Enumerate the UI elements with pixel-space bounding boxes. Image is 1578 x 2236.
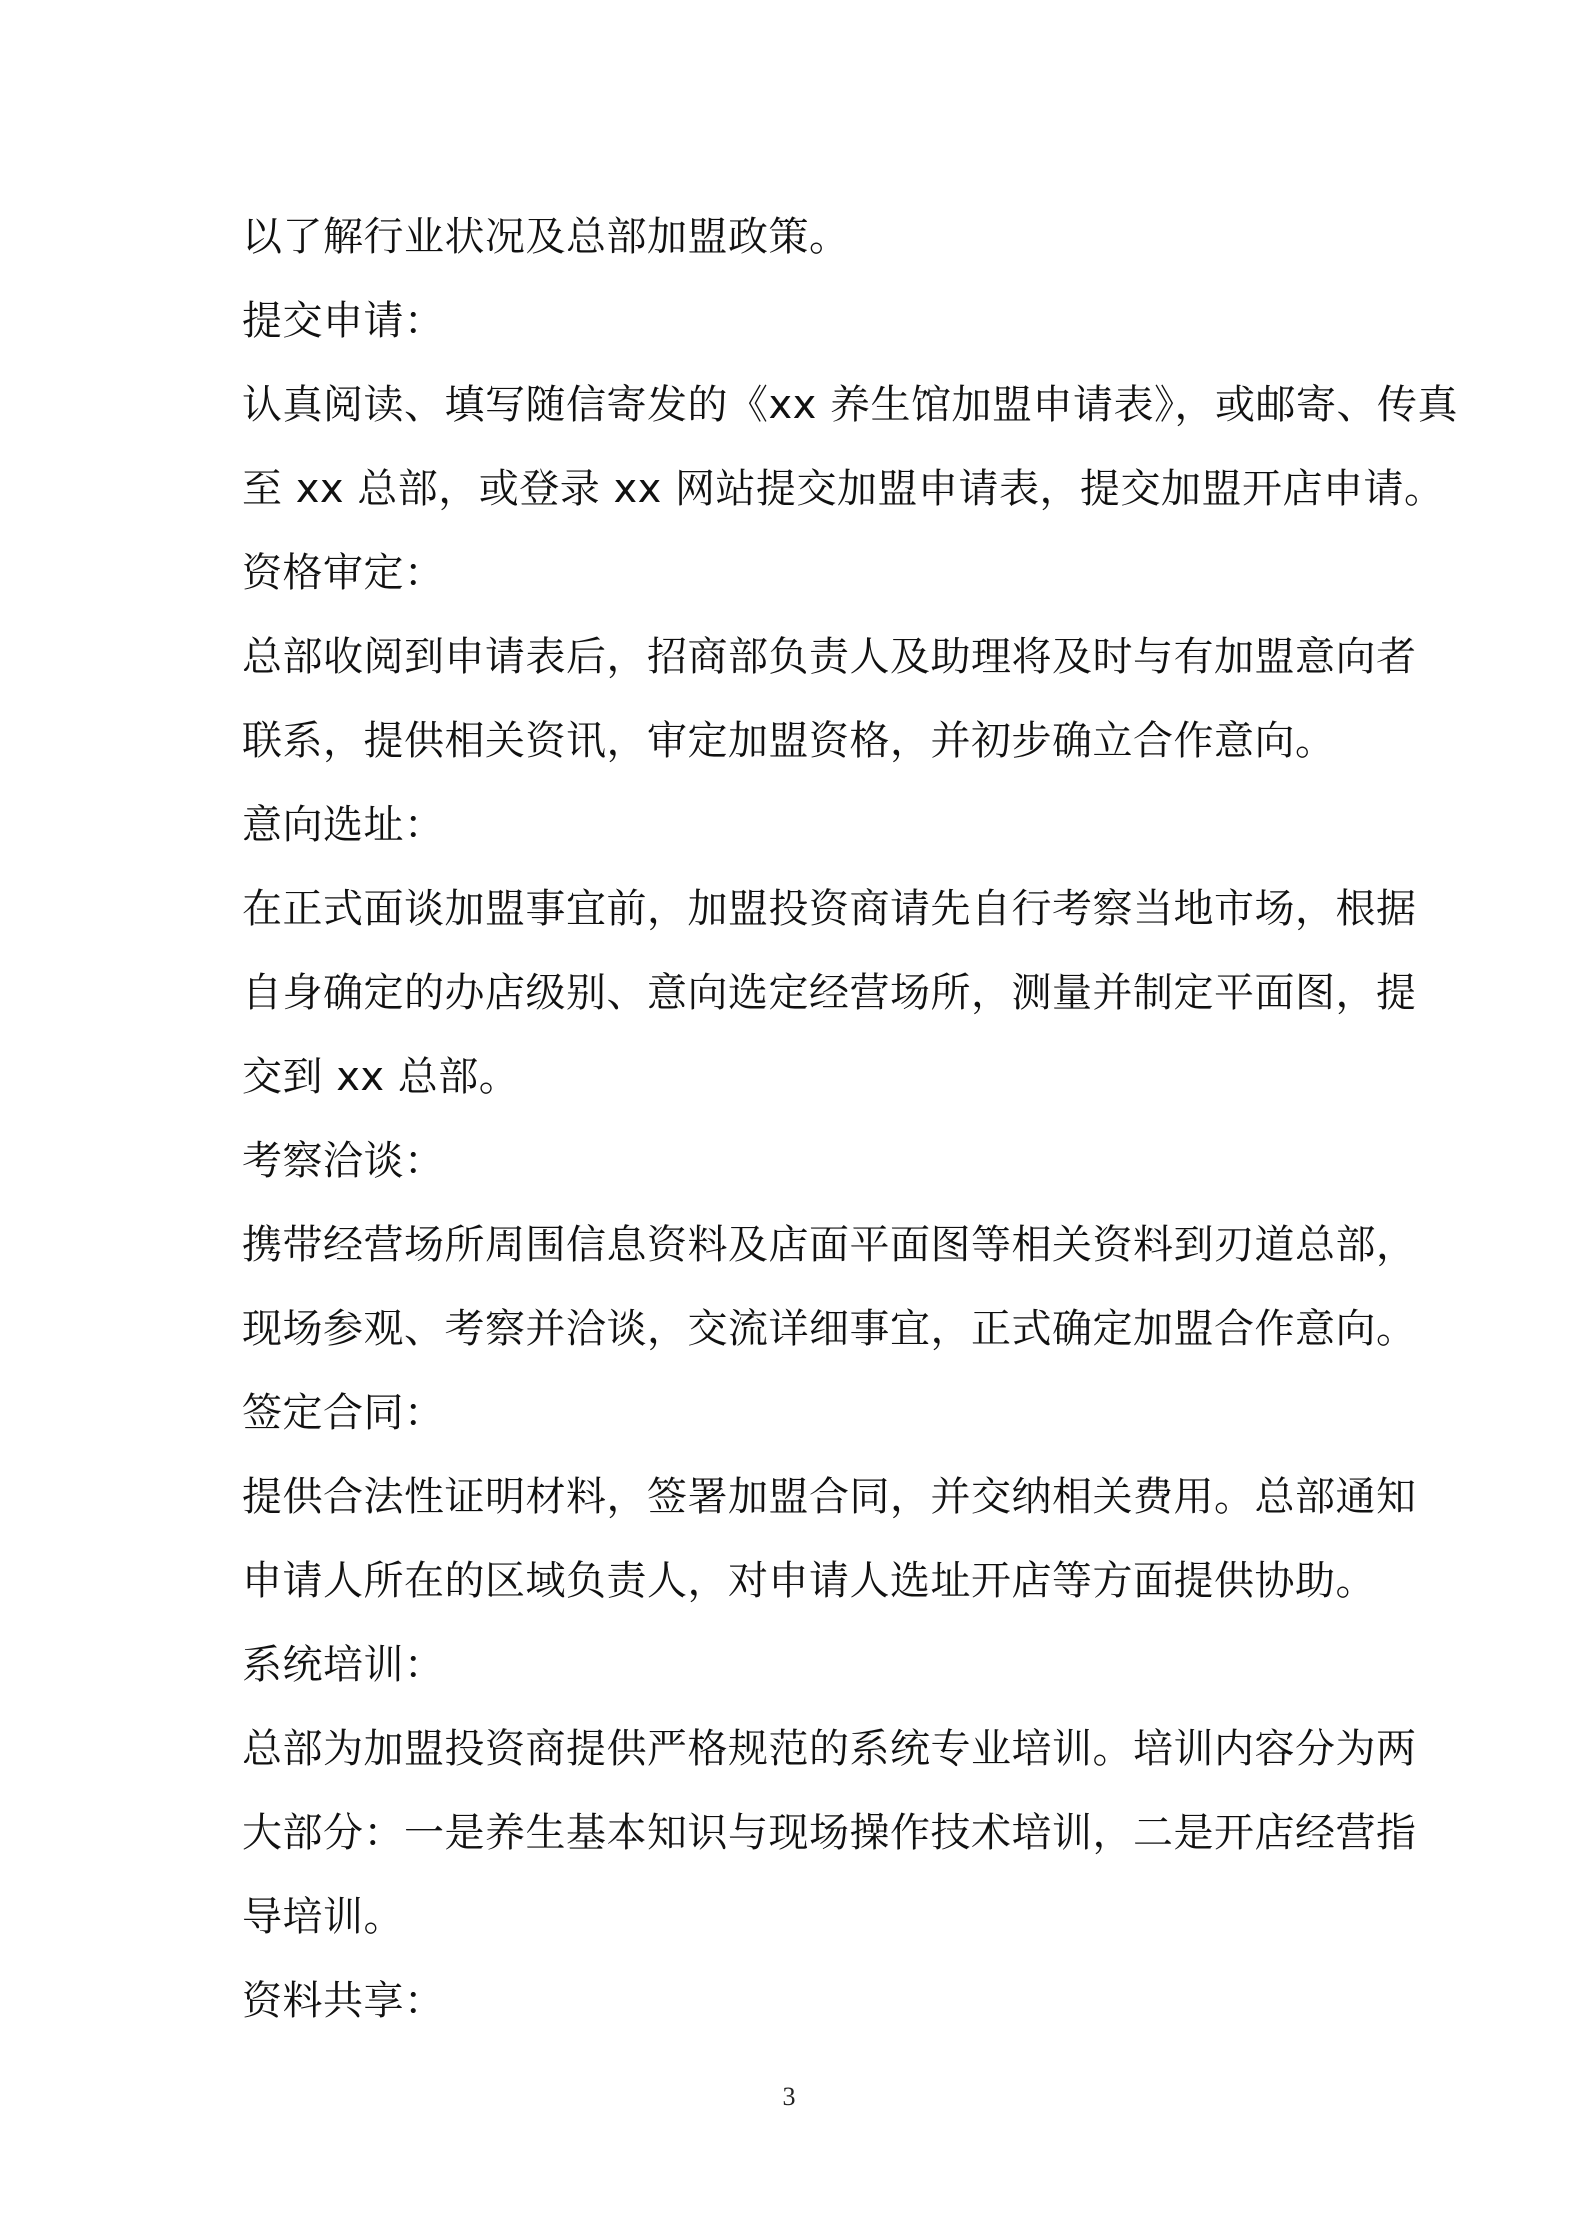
text-line: 以了解行业状况及总部加盟政策。 [242, 214, 850, 260]
text-line: 携带经营场所周围信息资料及店面平面图等相关资料到刃道总部， [242, 1222, 1417, 1268]
section-heading-sign-contract: 签定合同： [242, 1390, 445, 1436]
text-line: 至 xx 总部，或登录 xx 网站提交加盟申请表，提交加盟开店申请。 [242, 466, 1445, 512]
text-line: 自身确定的办店级别、意向选定经营场所，测量并制定平面图，提 [242, 970, 1417, 1016]
section-heading-qualification-review: 资格审定： [242, 550, 445, 596]
section-heading-submit-application: 提交申请： [242, 298, 445, 344]
text-line: 现场参观、考察并洽谈，交流详细事宜，正式确定加盟合作意向。 [242, 1306, 1417, 1352]
page-number: 3 [782, 2082, 796, 2111]
text-line: 在正式面谈加盟事宜前，加盟投资商请先自行考察当地市场，根据 [242, 886, 1417, 932]
text-line: 提供合法性证明材料，签署加盟合同，并交纳相关费用。总部通知 [242, 1474, 1417, 1520]
text-line: 大部分：一是养生基本知识与现场操作技术培训，二是开店经营指 [242, 1810, 1417, 1856]
text-line: 总部为加盟投资商提供严格规范的系统专业培训。培训内容分为两 [242, 1726, 1417, 1772]
text-line: 导培训。 [242, 1894, 404, 1940]
document-body [242, 195, 1459, 2043]
text-line: 申请人所在的区域负责人，对申请人选址开店等方面提供协助。 [242, 1558, 1376, 1604]
text-line: 联系，提供相关资讯，审定加盟资格，并初步确立合作意向。 [242, 718, 1336, 764]
text-line: 交到 xx 总部。 [242, 1054, 520, 1100]
text-line: 总部收阅到申请表后，招商部负责人及助理将及时与有加盟意向者 [242, 634, 1417, 680]
section-heading-resource-sharing: 资料共享： [242, 1978, 445, 2024]
section-heading-site-selection: 意向选址： [242, 802, 445, 848]
section-heading-inspection-negotiation: 考察洽谈： [242, 1138, 445, 1184]
section-heading-system-training: 系统培训： [242, 1642, 445, 1688]
text-line: 认真阅读、填写随信寄发的《xx 养生馆加盟申请表》，或邮寄、传真 [242, 382, 1459, 428]
